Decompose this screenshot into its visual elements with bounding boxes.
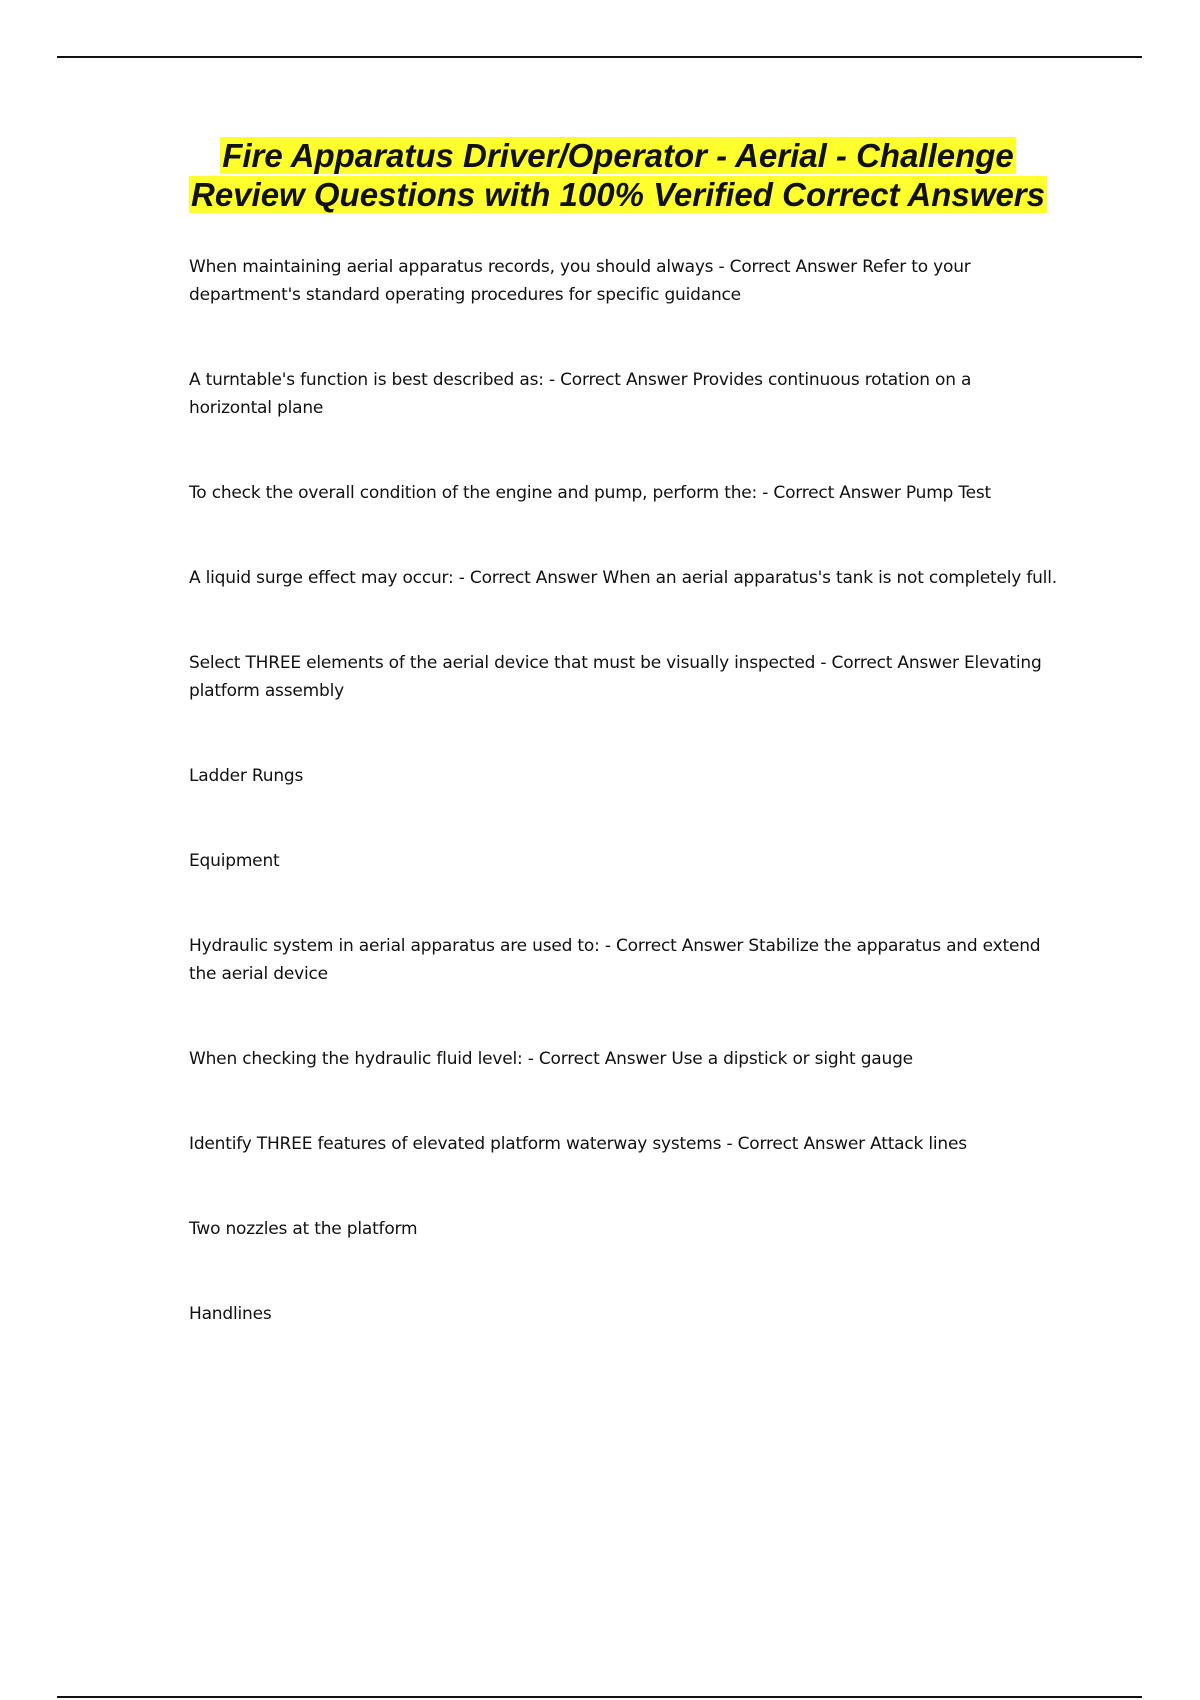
top-rule bbox=[57, 56, 1142, 58]
answer-item: Ladder Rungs bbox=[189, 766, 304, 786]
question-item: When checking the hydraulic fluid level: - Correct Answer Use a dipstick or sight gauge bbox=[189, 1049, 913, 1069]
question-item: When maintaining aerial apparatus records, you should always - Correct Answer Refer to your department's standard operating procedures for specific guidance bbox=[189, 257, 971, 305]
question-item: Hydraulic system in aerial apparatus are used to: - Correct Answer Stabilize the apparatus and extend the aerial device bbox=[189, 936, 1041, 984]
question-item: Identify THREE features of elevated platform waterway systems - Correct Answer Attack lines bbox=[189, 1134, 967, 1154]
answer-item: Handlines bbox=[189, 1304, 272, 1324]
page-title bbox=[170, 136, 1066, 214]
question-item: To check the overall condition of the engine and pump, perform the: - Correct Answer Pump Test bbox=[189, 483, 992, 503]
answer-item: Equipment bbox=[189, 851, 280, 871]
question-item: A liquid surge effect may occur: - Correct Answer When an aerial apparatus's tank is not completely full. bbox=[189, 568, 1057, 588]
question-item: Select THREE elements of the aerial device that must be visually inspected - Correct Answer Elevating platform assembly bbox=[189, 653, 1042, 701]
title-highlight: Fire Apparatus Driver/Operator - Aerial - Challenge Review Questions with 100% Verified Correct Answers bbox=[190, 137, 1045, 213]
question-item: A turntable's function is best described as: - Correct Answer Provides continuous rotation on a horizontal plane bbox=[189, 370, 972, 418]
question-list bbox=[189, 253, 1059, 1385]
answer-item: Two nozzles at the platform bbox=[189, 1219, 418, 1239]
bottom-rule bbox=[57, 1696, 1142, 1698]
